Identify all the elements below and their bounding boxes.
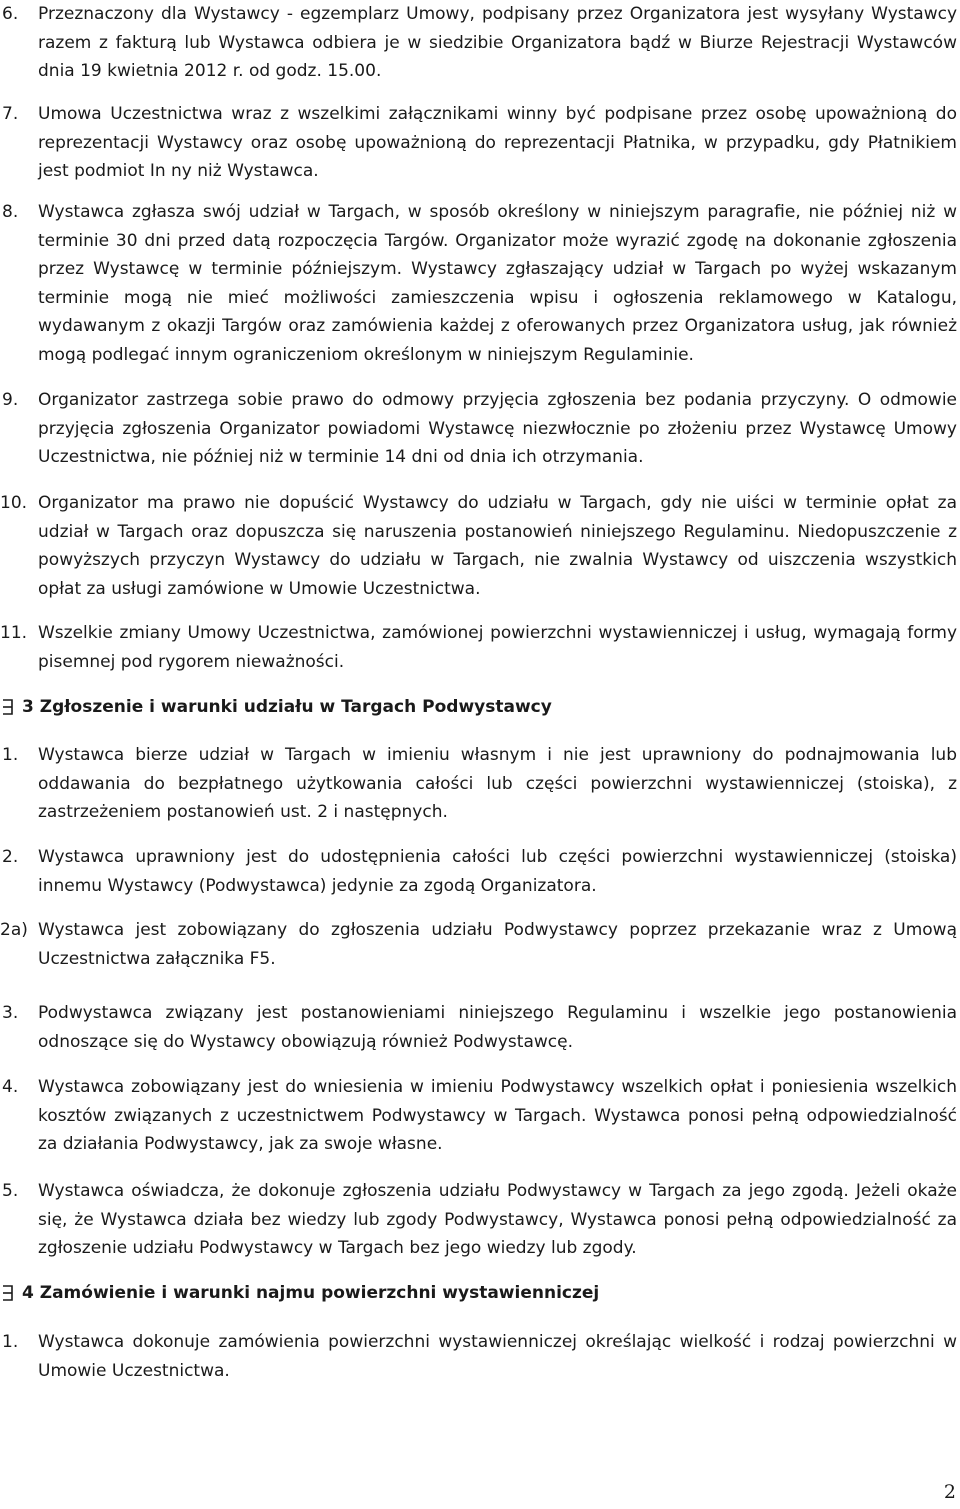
- section-title: 4 Zamówienie i warunki najmu powierzchni wystawienniczej: [22, 1283, 600, 1303]
- list-item: [0, 916, 957, 973]
- list-item: [0, 386, 957, 472]
- list-item: [0, 489, 957, 603]
- list-item: [0, 100, 957, 186]
- item-text: Umowa Uczestnictwa wraz z wszelkimi załącznikami winny być podpisane przez osobę upoważnioną do reprezentacji Wystawcy oraz osobę upoważnioną do reprezentacji Płatnika, w przypadku, gdy Płatnikiem jest podmiot In ny niż Wystawca.: [38, 104, 957, 181]
- item-number: 11.: [0, 623, 28, 643]
- item-text: Organizator zastrzega sobie prawo do odmowy przyjęcia zgłoszenia bez podania przyczyny. O odmowie przyjęcia zgłoszenia Organizator powiadomi Wystawcę niezwłocznie po złożeniu przez Wystawcę Umowy Uczestnictwa, nie później niż w terminie 14 dni od dnia ich otrzymania.: [38, 390, 957, 467]
- item-number: 2a): [0, 920, 28, 940]
- item-number: 4.: [2, 1077, 19, 1097]
- section-marker-icon: [2, 699, 13, 715]
- item-number: 9.: [2, 390, 19, 410]
- item-text: Wystawca zobowiązany jest do wniesienia w imieniu Podwystawcy wszelkich opłat i poniesienia wszelkich kosztów związanych z uczestnictwem Podwystawcy w Targach. Wystawca ponosi pełną odpowiedzialność za działania Podwystawcy, jak za swoje własne.: [38, 1077, 957, 1154]
- section-title: 3 Zgłoszenie i warunki udziału w Targach Podwystawcy: [22, 697, 552, 717]
- item-number: 6.: [2, 4, 19, 24]
- page-number: 2: [943, 1481, 956, 1503]
- item-number: 1.: [2, 745, 19, 765]
- item-text: Wszelkie zmiany Umowy Uczestnictwa, zamówionej powierzchni wystawienniczej i usług, wymagają formy pisemnej pod rygorem nieważności.: [38, 623, 957, 672]
- section-heading: [0, 693, 957, 721]
- list-item: [0, 843, 957, 900]
- item-number: 1.: [2, 1332, 19, 1352]
- item-text: Podwystawca związany jest postanowieniami niniejszego Regulaminu i wszelkie jego postanowienia odnoszące się do Wystawcy obowiązują również Podwystawcę.: [38, 1003, 957, 1052]
- item-text: Przeznaczony dla Wystawcy - egzemplarz Umowy, podpisany przez Organizatora jest wysyłany Wystawcy razem z fakturą lub Wystawca odbiera je w siedzibie Organizatora bądź w Biurze Rejestracji Wystawców dnia 19 kwietnia 2012 r. od godz. 15.00.: [38, 4, 957, 81]
- item-number: 2.: [2, 847, 19, 867]
- list-item: [0, 741, 957, 827]
- item-text: Wystawca bierze udział w Targach w imieniu własnym i nie jest uprawniony do podnajmowania lub oddawania do bezpłatnego użytkowania całości lub części powierzchni wystawienniczej (stoiska), z zastrzeżeniem postanowień ust. 2 i następnych.: [38, 745, 957, 822]
- item-number: 7.: [2, 104, 19, 124]
- item-text: Organizator ma prawo nie dopuścić Wystawcy do udziału w Targach, gdy nie uiści w terminie opłat za udział w Targach oraz dopuszcza się naruszenia postanowień niniejszego Regulaminu. Niedopuszczenie z powyższych przyczyn Wystawcy do udziału w Targach, nie zwalnia Wystawcy od uiszczenia wszystkich opłat za usługi zamówione w Umowie Uczestnictwa.: [38, 493, 957, 599]
- list-item: [0, 198, 957, 369]
- item-number: 10.: [0, 493, 28, 513]
- item-text: Wystawca oświadcza, że dokonuje zgłoszenia udziału Podwystawcy w Targach za jego zgodą. Jeżeli okaże się, że Wystawca działa bez wiedzy lub zgody Podwystawcy, Wystawca ponosi pełną odpowiedzialność za zgłoszenie udziału Podwystawcy w Targach bez jego wiedzy lub zgody.: [38, 1181, 957, 1258]
- list-item: [0, 0, 957, 86]
- item-number: 3.: [2, 1003, 19, 1023]
- list-item: [0, 999, 957, 1056]
- item-text: Wystawca uprawniony jest do udostępnienia całości lub części powierzchni wystawienniczej (stoiska) innemu Wystawcy (Podwystawca) jedynie za zgodą Organizatora.: [38, 847, 957, 896]
- list-item: [0, 1073, 957, 1159]
- list-item: [0, 1328, 957, 1385]
- section-marker-icon: [2, 1285, 13, 1301]
- item-number: 8.: [2, 202, 19, 222]
- section-heading: [0, 1279, 957, 1307]
- item-number: 5.: [2, 1181, 19, 1201]
- list-item: [0, 619, 957, 676]
- list-item: [0, 1177, 957, 1263]
- item-text: Wystawca dokonuje zamówienia powierzchni wystawienniczej określając wielkość i rodzaj powierzchni w Umowie Uczestnictwa.: [38, 1332, 957, 1381]
- item-text: Wystawca jest zobowiązany do zgłoszenia udziału Podwystawcy poprzez przekazanie wraz z Umową Uczestnictwa załącznika F5.: [38, 920, 957, 969]
- item-text: Wystawca zgłasza swój udział w Targach, w sposób określony w niniejszym paragrafie, nie później niż w terminie 30 dni przed datą rozpoczęcia Targów. Organizator może wyrazić zgodę na dokonanie zgłoszenia przez Wystawcę w terminie późniejszym. Wystawcy zgłaszający udział w Targach po wyżej wskazanym terminie mogą nie mieć możliwości zamieszczenia wpisu i ogłoszenia reklamowego w Katalogu, wydawanym z okazji Targów oraz zamówienia każdej z oferowanych przez Organizatora usług, jak również mogą podlegać innym ograniczeniom określonym w niniejszym Regulaminie.: [38, 202, 957, 365]
